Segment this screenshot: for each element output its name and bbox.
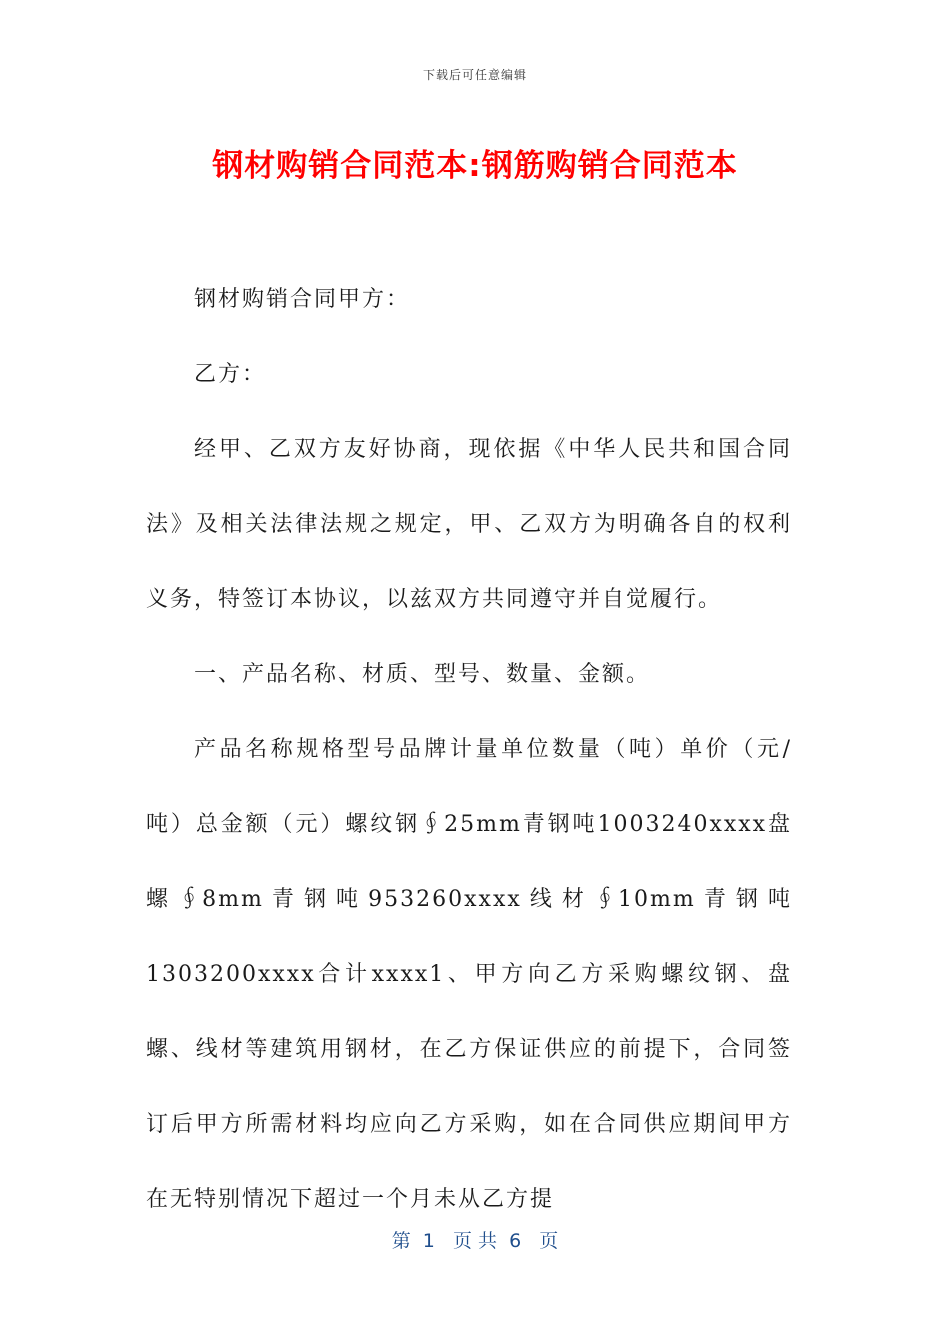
- paragraph-preamble: 经甲、乙双方友好协商，现依据《中华人民共和国合同法》及相关法律法规之规定，甲、乙双方为明确各自的权利义务，特签订本协议，以兹双方共同遵守并自觉履行。: [146, 437, 792, 612]
- document-body: [146, 262, 792, 1237]
- paragraph-party-a: 钢材购销合同甲方：: [194, 287, 411, 312]
- header-note: 下载后可任意编辑: [422, 68, 527, 82]
- paragraph-party-b: 乙方：: [194, 362, 267, 387]
- document-title: 钢材购销合同范本:钢筋购销合同范本: [212, 148, 738, 184]
- page-number-footer: 第 1 页 共 6 页: [391, 1230, 559, 1252]
- paragraph-section-one-heading: 一、产品名称、材质、型号、数量、金额。: [194, 662, 651, 687]
- paragraph-product-details: 产品名称规格型号品牌计量单位数量（吨）单价（元/吨）总金额（元）螺纹钢∮25mm青钢吨1003240xxxx盘螺∮8mm青钢吨953260xxxx线材∮10mm青钢吨1303200xxxx合计xxxx1、甲方向乙方采购螺纹钢、盘螺、线材等建筑用钢材，在乙方保证供应的前提下，合同签订后甲方所需材料均应向乙方采购，如在合同供应期间甲方在无特别情况下超过一个月未从乙方提: [146, 737, 792, 1212]
